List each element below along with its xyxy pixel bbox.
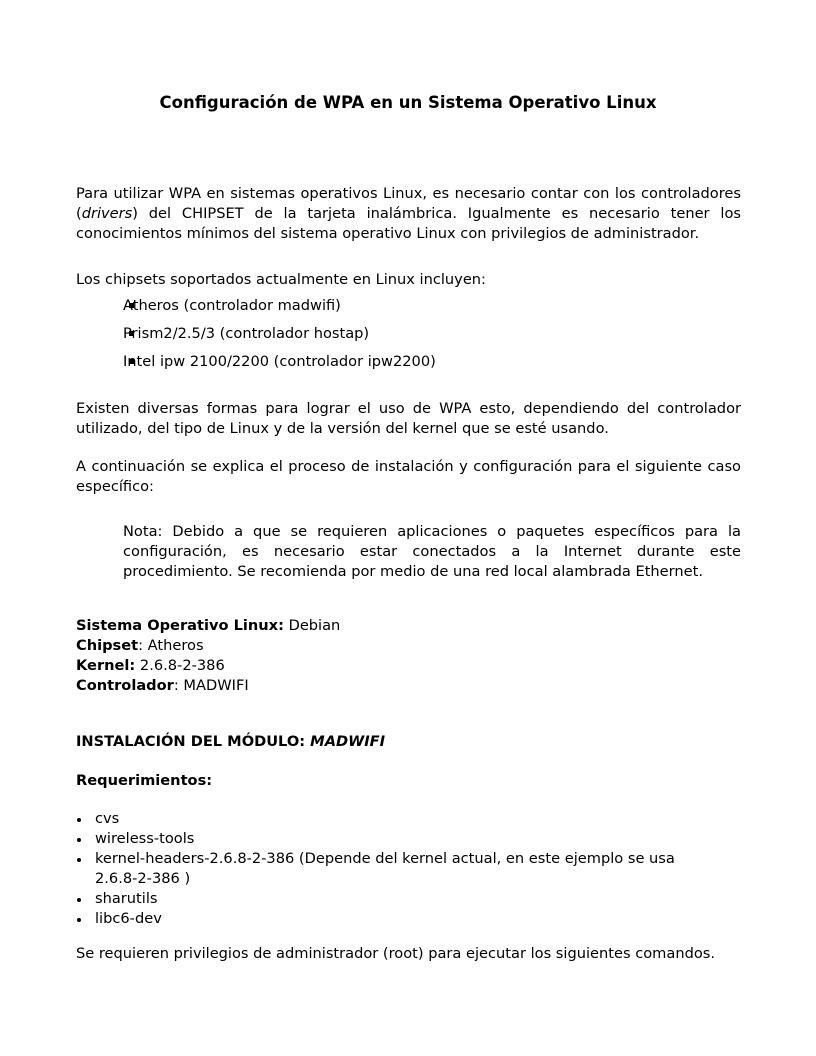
spec-kernel-label: Kernel:	[76, 657, 136, 674]
intro-text-2: ) del CHIPSET de la tarjeta inalámbrica. Igualmente es necesario tener los conocimientos mínimos del sistema operativo Linux con privilegios de administrador.	[76, 205, 741, 242]
spec-os	[76, 616, 741, 636]
bullet-icon	[77, 818, 81, 822]
spec-os-value: Debian	[283, 617, 341, 634]
chipsets-intro: Los chipsets soportados actualmente en Linux incluyen:	[76, 271, 486, 288]
ways-paragraph: Existen diversas formas para lograr el uso de WPA esto, dependiendo del controlador utilizado, del tipo de Linux y de la versión del kernel que se esté usando.	[76, 400, 741, 437]
spec-chipset-value: : Atheros	[138, 637, 204, 654]
bullet-icon	[77, 918, 81, 922]
install-heading	[76, 732, 385, 752]
intro-drivers-italic: drivers	[81, 205, 133, 222]
list-item	[76, 889, 741, 909]
spec-kernel-value: 2.6.8-2-386	[135, 657, 225, 674]
spec-chipset	[76, 636, 741, 656]
spec-chipset-label: Chipset	[76, 637, 139, 654]
requirement-text: libc6-dev	[95, 910, 162, 927]
requirements-heading: Requerimientos:	[76, 772, 213, 789]
list-item	[76, 909, 741, 929]
continuation-paragraph: A continuación se explica el proceso de instalación y configuración para el siguiente caso específico:	[76, 458, 741, 495]
list-item	[76, 352, 741, 380]
install-heading-prefix: INSTALACIÓN DEL MÓDULO:	[76, 733, 311, 750]
spec-driver-value: : MADWIFI	[173, 677, 249, 694]
list-item	[76, 324, 741, 352]
spec-driver-label: Controlador	[76, 677, 174, 694]
chipset-item-text: Prism2/2.5/3 (controlador hostap)	[123, 325, 370, 342]
final-paragraph: Se requieren privilegios de administrador (root) para ejecutar los siguientes comandos.	[76, 945, 716, 962]
list-item	[76, 829, 741, 849]
list-item	[76, 849, 741, 889]
list-item	[76, 296, 741, 324]
note-paragraph: Nota: Debido a que se requieren aplicaciones o paquetes específicos para la configuración, es necesario estar conectados a la Internet durante este procedimiento. Se recomienda por medio de una red local alambrada Ethernet.	[123, 523, 741, 580]
requirements-list	[76, 809, 741, 929]
system-specs	[76, 616, 741, 696]
requirement-text: kernel-headers-2.6.8-2-386 (Depende del kernel actual, en este ejemplo se usa 2.6.8-2-386 )	[95, 850, 675, 887]
spec-kernel	[76, 656, 741, 676]
list-item	[76, 809, 741, 829]
chipset-item-text: Intel ipw 2100/2200 (controlador ipw2200)	[123, 353, 436, 370]
spec-os-label: Sistema Operativo Linux:	[76, 617, 284, 634]
intro-text-1: Para utilizar WPA en sistemas operativos Linux, es necesario contar con los controladores (	[76, 185, 741, 222]
document-title: Configuración de WPA en un Sistema Operativo Linux	[159, 93, 657, 112]
bullet-icon	[77, 858, 81, 862]
bullet-icon	[77, 898, 81, 902]
requirement-text: wireless-tools	[95, 830, 195, 847]
requirement-text: cvs	[95, 810, 120, 827]
install-heading-module: MADWIFI	[310, 733, 386, 750]
bullet-icon	[77, 838, 81, 842]
chipset-item-text: Atheros (controlador madwifi)	[123, 297, 341, 314]
chipset-list	[76, 296, 741, 380]
requirement-text: sharutils	[95, 890, 158, 907]
spec-driver	[76, 676, 741, 696]
intro-paragraph	[76, 184, 741, 244]
